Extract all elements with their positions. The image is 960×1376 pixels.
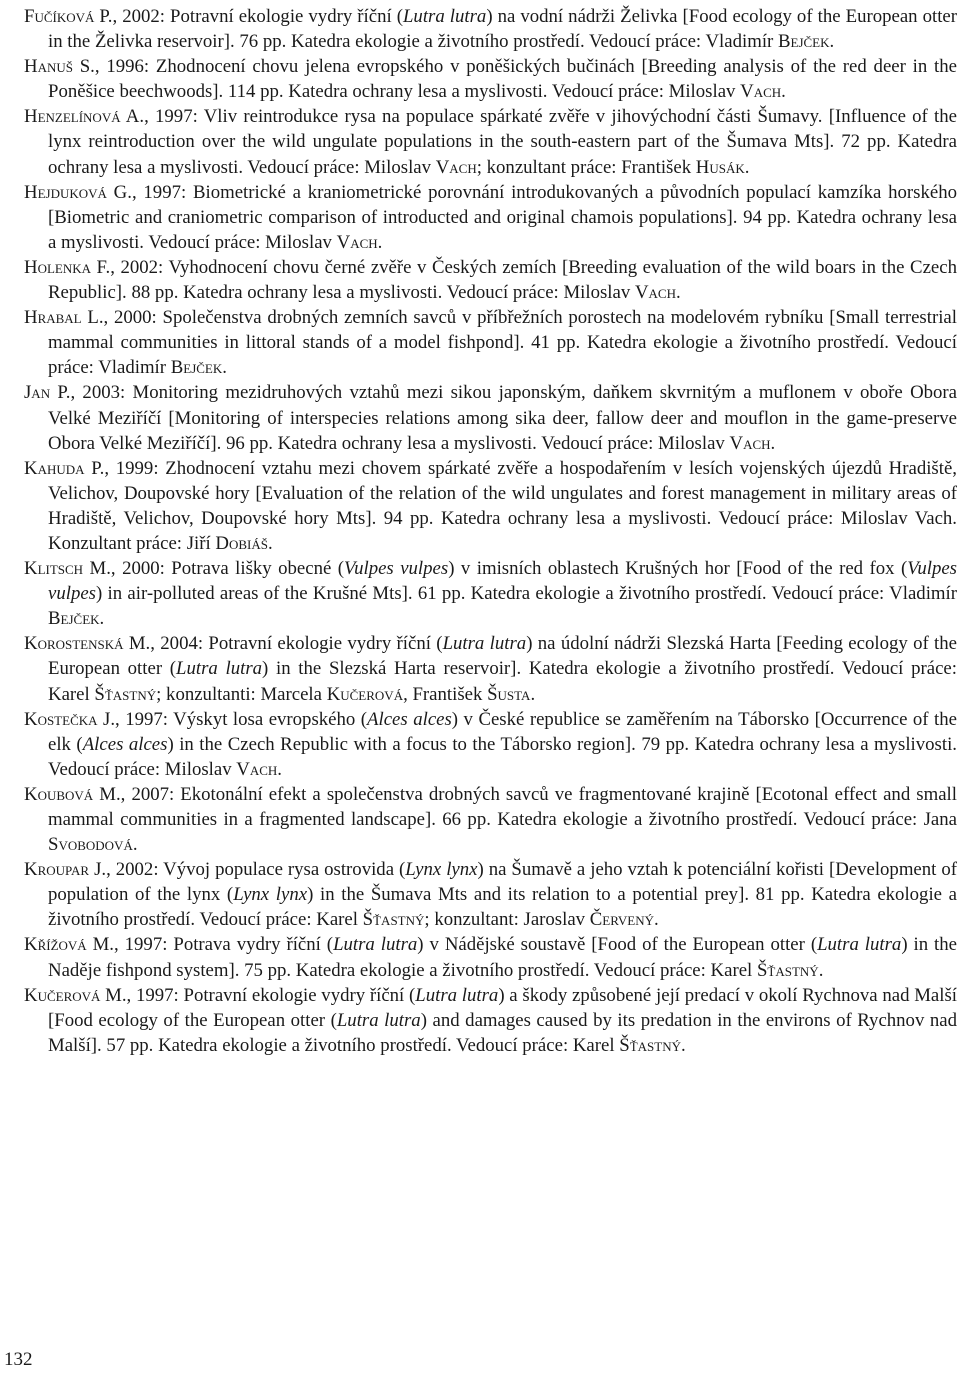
species-name: Vulpes vulpes <box>344 558 449 580</box>
entry-text: , 2002: Potravní ekologie vydry říční ( <box>112 6 403 27</box>
entry-text: ) na vodní nádrži Želivka [Food ecology of the European otter in the Želivka reservoir]. 76 pp. Katedra ekologie a životního prostředí. Vedoucí práce: Vladimír <box>48 6 958 53</box>
author-name: Henzelínová A. <box>24 106 145 128</box>
entry-text: ) v Nádějské soustavě [Food of the European otter ( <box>417 934 818 956</box>
entry-text: . <box>268 532 273 554</box>
author-name: Holenka F. <box>24 256 111 278</box>
species-name: Lynx lynx <box>233 884 308 906</box>
entry-text: , 2000: Potrava lišky obecné ( <box>110 558 345 580</box>
entry-text: ) v České republice se zaměřením na Táborsko [Occurrence of the elk ( <box>48 708 957 755</box>
bibliography-entry <box>24 180 957 255</box>
entry-text: , 2003: Monitoring mezidruhových vztahů mezi sikou japonským, daňkem skvrnitým a muflonem v oboře Obora Velké Meziříčí [Monitoring of interspecies relations among sika deer, fallow deer and mouflon in the game-preserve Obora Velké Meziříčí]. 96 pp. Katedra ochrany lesa a myslivosti. Vedoucí práce: Miloslav <box>48 382 957 454</box>
author-name: Kučerová M. <box>24 984 127 1006</box>
entry-text: , 2000: Společenstva drobných zemních savců v příbřežních porostech na modelovém rybníku [Small terrestrial mammal communities in littoral stands of a model fishpond]. 41 pp. Katedra ekologie a životního prostředí. Vedoucí práce: Vladimír <box>48 307 957 379</box>
entry-text: ) na Šumavě a jeho vztah k potenciální kořisti [Development of population of the lynx ( <box>48 859 957 906</box>
author-name: Kahuda P. <box>24 457 105 479</box>
author-name: Hrabal L. <box>24 307 104 329</box>
entry-text: , 1997: Potrava vydry říční ( <box>114 934 334 956</box>
bibliography-list <box>24 4 957 1058</box>
author-name: Jan P. <box>24 382 71 404</box>
species-name: Alces alces <box>367 708 452 730</box>
bibliography-entry <box>24 380 957 455</box>
entry-text: . <box>132 834 138 856</box>
entry-text: , 1996: Zhodnocení chovu jelena evropského v poněšických bučinách [Breeding analysis of the red deer in the Poněšice beechwoods]. 114 pp. Katedra ochrany lesa a myslivosti. Vedoucí práce: Miloslav <box>48 56 957 103</box>
entry-text: . <box>530 683 536 705</box>
bibliography-entry <box>24 932 957 982</box>
bibliography-entry <box>24 556 957 631</box>
entry-text: ) in the Czech Republic with a focus to the Táborsko region]. 79 pp. Katedra ochrany lesa a myslivosti. Vedoucí práce: Miloslav <box>48 733 957 780</box>
bibliography-entry <box>24 305 957 380</box>
author-name: Kroupar J. <box>24 859 107 881</box>
entry-text: ) in air-polluted areas of the Krušné Mts]. 61 pp. Katedra ekologie a životního prostředí. Vedoucí práce: Vladimír <box>95 583 957 605</box>
person-name: Bejček <box>170 357 223 379</box>
entry-text: . <box>277 758 282 780</box>
person-name: Bejček <box>777 31 830 53</box>
person-name: Šusta <box>487 683 531 705</box>
entry-text: , 1997: Potravní ekologie vydry říční ( <box>126 984 416 1006</box>
entry-text: ) in the Naděje fishpond system]. 75 pp. Katedra ekologie a životního prostředí. Vedoucí práce: Karel <box>48 934 958 981</box>
bibliography-entry <box>24 782 957 857</box>
person-name: Vach <box>435 156 477 178</box>
entry-text: ) in the Šumava Mts and its relation to a potential prey]. 81 pp. Katedra ekologie a životního prostředí. Vedoucí práce: Karel <box>48 884 957 931</box>
person-name: Bejček <box>48 608 100 630</box>
species-name: Lynx lynx <box>405 859 478 881</box>
entry-text: ) na údolní nádrži Slezská Harta [Feeding ecology of the European otter ( <box>48 633 958 680</box>
entry-text: . <box>818 959 824 981</box>
author-name: Kostečka J. <box>24 708 116 730</box>
entry-text: , 1997: Vliv reintrodukce rysa na populace spárkaté zvěře v jihovýchodní části Šumavy. [Influence of the lynx reintroduction over the wild ungulate populations in the south-eastern part of the Šumava Mts]. 72 pp. Katedra ochrany lesa a myslivosti. Vedoucí práce: Miloslav <box>48 106 957 178</box>
author-name: Hejduková G. <box>24 181 132 203</box>
person-name: Vach <box>634 282 676 304</box>
species-name: Lutra lutra <box>817 934 902 956</box>
entry-text: ) a škody způsobené její predací v okolí Rychnova nad Malší [Food ecology of the European otter ( <box>48 984 958 1031</box>
entry-text: , 1997: Biometrické a kraniometrické porovnání introdukovaných a původních populací kamzíka horského [Biometric and craniometric comparison of introducted and original chamois populations]. 94 pp. Katedra ochrany lesa a myslivosti. Vedoucí práce: Miloslav <box>48 181 957 253</box>
entry-text: , 2002: Vývoj populace rysa ostrovida ( <box>106 859 406 881</box>
entry-text: ; konzultant: Jaroslav <box>424 909 590 931</box>
entry-text: . <box>781 81 786 103</box>
author-name: Hanuš S. <box>24 56 95 78</box>
species-name: Lutra lutra <box>415 984 499 1006</box>
species-name: Lutra lutra <box>333 934 418 956</box>
species-name: Vulpes vulpes <box>48 558 957 605</box>
bibliography-entry <box>24 707 957 782</box>
person-name: Šťastný <box>619 1034 681 1056</box>
person-name: Svobodová <box>48 834 133 856</box>
species-name: Lutra lutra <box>176 658 263 680</box>
person-name: Šťastný <box>362 909 425 931</box>
entry-text: ; konzultant práce: František <box>476 156 696 178</box>
entry-text: . <box>681 1034 686 1056</box>
entry-text: ) in the Slezská Harta reservoir]. Katedra ekologie a životního prostředí. Vedoucí práce: Karel <box>48 658 957 705</box>
entry-text: ; konzultanti: Marcela <box>156 683 327 705</box>
entry-text: , 2004: Potravní ekologie vydry říční ( <box>150 633 443 655</box>
author-name: Klitsch M. <box>24 558 111 580</box>
person-name: Vach <box>236 758 278 780</box>
entry-text: , František <box>403 683 488 705</box>
entry-text: , 1997: Výskyt losa evropského ( <box>115 708 368 730</box>
page-number: 132 <box>4 1349 33 1370</box>
person-name: Dobiáš <box>215 532 268 554</box>
species-name: Lutra lutra <box>402 6 487 27</box>
entry-text: , 2007: Ekotonální efekt a společenstva drobných savců ve fragmentované krajině [Ecotonal effect and small mammal communities in a fragmented landscape]. 66 pp. Katedra ekologie a životního prostředí. Vedoucí práce: Jana <box>48 783 957 830</box>
bibliography-entry <box>24 857 957 932</box>
bibliography-entry <box>24 54 957 104</box>
species-name: Lutra lutra <box>336 1009 421 1031</box>
entry-text: . <box>675 282 681 304</box>
entry-text: ) v imisních oblastech Krušných hor [Food of the red fox ( <box>448 558 908 580</box>
bibliography-entry <box>24 983 957 1058</box>
entry-text: , 1999: Zhodnocení vztahu mezi chovem spárkaté zvěře a hospodařením v lesích vojenských újezdů Hradiště, Velichov, Doupovské hory [Evaluation of the relation of the wild ungulates and forest management in military areas of Hradiště, Velichov, Doupovské hory Mts]. 94 pp. Katedra ochrany lesa a myslivosti. Vedoucí práce: Miloslav Vach. Konzultant práce: Jiří <box>48 457 957 554</box>
person-name: Vach <box>740 81 782 103</box>
person-name: Husák <box>695 156 745 178</box>
bibliography-entry <box>24 631 957 706</box>
person-name: Šťastný <box>756 959 819 981</box>
person-name: Červený <box>589 909 654 931</box>
species-name: Alces alces <box>82 733 168 755</box>
person-name: Vach <box>336 231 378 253</box>
bibliography-entry <box>24 4 957 54</box>
author-name: Korostenská M. <box>24 633 151 655</box>
person-name: Kučerová <box>326 683 404 705</box>
bibliography-entry <box>24 255 957 305</box>
entry-text: . <box>829 31 835 53</box>
entry-text: . <box>770 432 776 454</box>
person-name: Vach <box>729 432 771 454</box>
author-name: Fučíková P. <box>24 6 113 27</box>
entry-text: ) and damages caused by its predation in the environs of Rychnov nad Malší]. 57 pp. Katedra ekologie a životního prostředí. Vedoucí práce: Karel <box>48 1009 958 1056</box>
entry-text: . <box>222 357 227 379</box>
entry-text: . <box>653 909 659 931</box>
author-name: Křížová M. <box>24 934 115 956</box>
bibliography-entry <box>24 104 957 179</box>
entry-text: . <box>744 156 750 178</box>
person-name: Šťastný <box>94 683 157 705</box>
species-name: Lutra lutra <box>442 633 527 655</box>
author-name: Koubová M. <box>24 783 121 805</box>
bibliography-entry <box>24 456 957 556</box>
entry-text: , 2002: Vyhodnocení chovu černé zvěře v Českých zemích [Breeding evaluation of the wild boars in the Czech Republic]. 88 pp. Katedra ochrany lesa a myslivosti. Vedoucí práce: Miloslav <box>48 256 957 304</box>
entry-text: . <box>99 608 105 630</box>
entry-text: . <box>377 231 383 253</box>
